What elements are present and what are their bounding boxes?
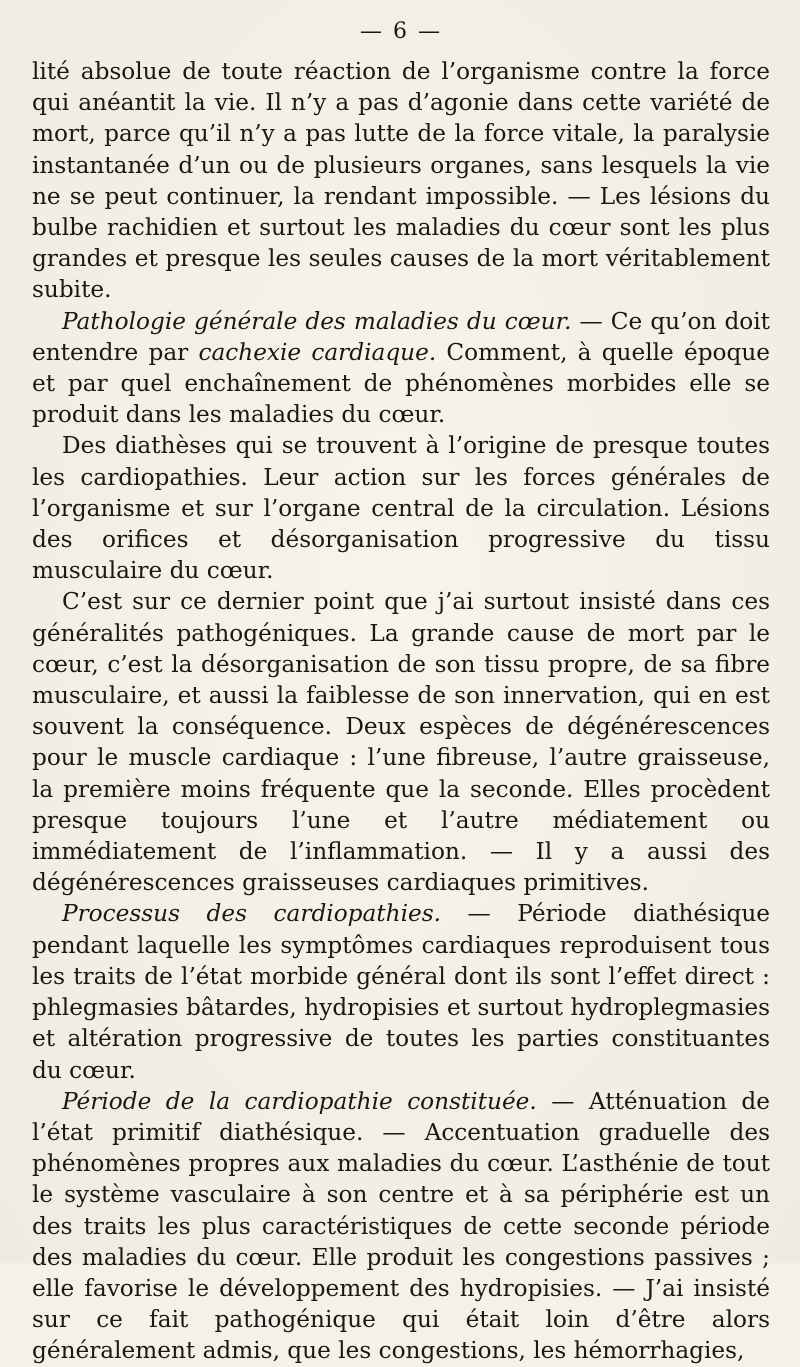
page-number: — 6 — [360,19,442,44]
paragraph-2 [32,306,770,431]
paragraph-text: C’est sur ce dernier point que j’ai surtout insisté dans ces généralités pathogéniques. La grande cause de mort par le cœur, c’est la désorganisation de son tissu propre, de sa fibre musculaire, et aussi la faiblesse de son innervation, qui en est souvent la conséquence. Deux espèces de dégénérescences pour le muscle cardiaque : l’une fibreuse, l’autre graisseuse, la première moins fréquente que la seconde. Elles procèdent presque toujours l’une et l’autre médiatement ou immédiatement de l’inflammation. — Il y a aussi des dégénérescences graisseuses cardiaques primitives. [32,588,770,897]
paragraph-3 [32,430,770,586]
paragraph-text: Des diathèses qui se trouvent à l’origine de presque toutes les cardiopathies. Leur action sur les forces générales de l’organisme et sur l’organe central de la circulation. Lésions des orifices et désorganisation progressive du tissu musculaire du cœur. [32,432,770,585]
paragraph-text: lité absolue de toute réaction de l’organisme contre la force qui anéantit la vie. Il n’y a pas d’agonie dans cette variété de mort, parce qu’il n’y a pas lutte de la force vitale, la paralysie instantanée d’un ou de plusieurs organes, sans lesquels la vie ne se peut continuer, la rendant impossible. — Les lésions du bulbe rachidien et surtout les maladies du cœur sont les plus grandes et presque les seules causes de la mort véritablement subite. [32,58,770,304]
section-heading: Processus des cardiopathies. [62,900,441,928]
paragraph-5 [32,898,770,1085]
section-heading: Période de la cardiopathie constituée. [62,1087,537,1115]
paragraph-text: — Ce qu’on doit entendre par [32,307,770,366]
paragraph-text: — Période diathésique pendant laquelle les symptômes cardiaques reproduisent tous les traits de l’état morbide général dont ils sont l’effet direct : phlegmasies bâtardes, hydropisies et surtout hydroplegmasies et altération progressive de toutes les parties constituantes du cœur. [32,900,770,1084]
paragraph-6 [32,1086,770,1367]
paragraph-1 [32,56,770,306]
paragraph-text: — Atténuation de l’état primitif diathésique. — Accentuation graduelle des phénomènes propres aux maladies du cœur. L’asthénie de tout le système vasculaire à son centre et à sa périphérie est un des traits les plus caractéristiques de cette seconde période des maladies du cœur. Elle produit les congestions passives ; elle favorise le développement des hydropisies. — J’ai insisté sur ce fait pathogénique qui était loin d’être alors généralement admis, que les congestions, les hémorrhagies, [32,1087,770,1365]
section-heading: Pathologie générale des maladies du cœur. [62,307,572,335]
italic-term: cachexie cardiaque. [198,338,437,366]
paragraph-4 [32,586,770,898]
body-text [32,56,770,1367]
paragraph-text: Comment, à quelle époque et par quel enchaînement de phénomènes morbides elle se produit dans les maladies du cœur. [32,338,770,429]
